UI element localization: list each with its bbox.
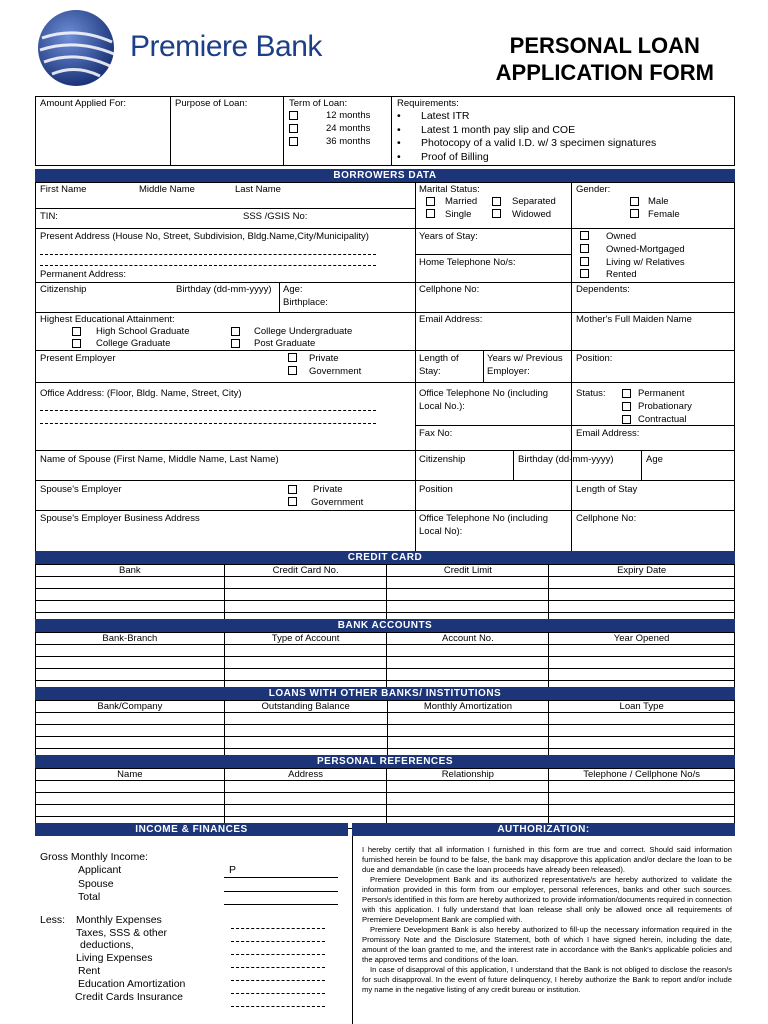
gender-label: Gender: <box>576 184 611 195</box>
bank-name: Premiere Bank <box>130 30 322 63</box>
term-12-checkbox[interactable] <box>289 111 298 120</box>
globe-icon <box>36 8 116 88</box>
male-checkbox[interactable] <box>630 197 639 206</box>
first-name-label: First Name <box>40 184 87 195</box>
rent-label: Rent <box>78 965 101 977</box>
education-label: Highest Educational Attainment: <box>40 314 175 325</box>
college-undergrad-checkbox[interactable] <box>231 327 240 336</box>
widowed-checkbox[interactable] <box>492 209 501 218</box>
permanent-address-label: Permanent Address: <box>40 269 127 280</box>
cellphone-label: Cellphone No: <box>419 284 480 295</box>
table-row[interactable] <box>36 589 735 601</box>
monthly-expenses-label: Monthly Expenses <box>76 914 162 926</box>
tin-label: TIN: <box>40 211 58 222</box>
mothers-name-label: Mother's Full Maiden Name <box>576 314 692 325</box>
spouse-position-label: Position <box>419 484 453 495</box>
dependents-label: Dependents: <box>576 284 630 295</box>
spouse-income-label: Spouse <box>78 878 114 890</box>
post-grad-checkbox[interactable] <box>231 339 240 348</box>
table-row[interactable] <box>36 725 735 737</box>
email-label: Email Address: <box>419 314 483 325</box>
years-of-stay-label: Years of Stay: <box>419 231 478 242</box>
list-item: • Proof of Billing <box>397 151 656 165</box>
bank-accounts-bar: BANK ACCOUNTS <box>35 619 735 632</box>
requirements-list <box>397 110 656 164</box>
table-row: Bank Credit Card No. Credit Limit Expiry Date <box>36 565 735 577</box>
hs-grad-checkbox[interactable] <box>72 327 81 336</box>
citizenship-label: Citizenship <box>40 284 87 295</box>
living-expenses-label: Living Expenses <box>76 952 153 964</box>
living-relatives-checkbox[interactable] <box>580 257 589 266</box>
taxes-label: Taxes, SSS & other <box>76 927 168 939</box>
length-of-stay-label: Length of <box>419 353 459 364</box>
contractual-checkbox[interactable] <box>622 415 631 424</box>
income-bar: INCOME & FINANCES <box>35 823 348 836</box>
education-amortization-label: Education Amortization <box>78 978 186 990</box>
table-row[interactable] <box>36 793 735 805</box>
college-grad-checkbox[interactable] <box>72 339 81 348</box>
table-row[interactable] <box>36 657 735 669</box>
peso-mark: P <box>229 864 237 876</box>
gross-income-label: Gross Monthly Income: <box>40 851 148 863</box>
bank-accounts-table <box>35 632 735 693</box>
credit-card-bar: CREDIT CARD <box>35 551 735 564</box>
single-checkbox[interactable] <box>426 209 435 218</box>
loans-bar: LOANS WITH OTHER BANKS/ INSTITUTIONS <box>35 687 735 700</box>
employer-government-checkbox[interactable] <box>288 366 297 375</box>
amount-applied-label: Amount Applied For: <box>40 98 127 109</box>
table-row[interactable] <box>36 577 735 589</box>
spouse-office-tel-label: Office Telephone No (including <box>419 513 549 524</box>
form-title: PERSONAL LOAN APPLICATION FORM <box>495 33 714 85</box>
position-label: Position: <box>576 353 613 364</box>
loans-table <box>35 700 735 761</box>
term-label: Term of Loan: <box>289 98 348 109</box>
rented-checkbox[interactable] <box>580 269 589 278</box>
office-tel-label: Office Telephone No (including <box>419 388 549 399</box>
spouse-government-checkbox[interactable] <box>288 497 297 506</box>
age-label: Age: <box>283 284 303 295</box>
spouse-name-label: Name of Spouse (First Name, Middle Name, Last Name) <box>40 454 279 465</box>
last-name-label: Last Name <box>235 184 281 195</box>
credit-cards-insurance-label: Credit Cards Insurance <box>75 991 183 1003</box>
marital-status-label: Marital Status: <box>419 184 480 195</box>
bank-logo <box>36 8 366 90</box>
owned-checkbox[interactable] <box>580 231 589 240</box>
employer-private-checkbox[interactable] <box>288 353 297 362</box>
birthday-label: Birthday (dd-mm-yyyy) <box>176 284 272 295</box>
separated-checkbox[interactable] <box>492 197 501 206</box>
female-checkbox[interactable] <box>630 209 639 218</box>
table-row: Bank-Branch Type of Account Account No. Year Opened <box>36 633 735 645</box>
sss-label: SSS /GSIS No: <box>243 211 308 222</box>
married-checkbox[interactable] <box>426 197 435 206</box>
spouse-length-of-stay-label: Length of Stay <box>576 484 638 495</box>
table-row[interactable] <box>36 645 735 657</box>
spouse-private-checkbox[interactable] <box>288 485 297 494</box>
spouse-birthday-label: Birthday (dd-mm-yyyy) <box>518 454 614 465</box>
table-row[interactable] <box>36 781 735 793</box>
table-row[interactable] <box>36 713 735 725</box>
table-row[interactable] <box>36 669 735 681</box>
status-label: Status: <box>576 388 606 399</box>
spouse-cellphone-label: Cellphone No: <box>576 513 637 524</box>
owned-mortgaged-checkbox[interactable] <box>580 244 589 253</box>
references-bar: PERSONAL REFERENCES <box>35 755 735 768</box>
list-item: • Latest ITR <box>397 110 656 124</box>
table-row[interactable] <box>36 805 735 817</box>
term-36-checkbox[interactable] <box>289 137 298 146</box>
office-email-label: Email Address: <box>576 428 640 439</box>
table-row: Bank/Company Outstanding Balance Monthly Amortization Loan Type <box>36 701 735 713</box>
authorization-bar: AUTHORIZATION: <box>352 823 735 836</box>
permanent-checkbox[interactable] <box>622 389 631 398</box>
authorization-text: I hereby certify that all information I furnished in this form are true and correct. Should said information furnished herein be found to be false, the bank may disapprove this application and/or declare the loan to be due and demandable (in case the loan proceeds have already been released). Premiere Development Bank and its authorized representative/s are hereby authorized to validate the information provided in this form from our employer, personal references, banks and other such sources. Person/s identified in this form are hereby authorized to provide information/documents required in connection with this application. I fully understand that loan release shall only be allowed once all requirements of Premiere Development Bank are complied with. Premiere Development Bank is also hereby authorized to fill-up the necessary information required in the Promissory Note and the Disclosure Statement, both of which I have signed herein, including the date, amount of the loan granted to me, and the interest rate in accordance with the Bank's applicable policies and the approved terms and conditions of the loan. In case of disapproval of this application, I understand that the Bank is not obliged to disclose the reason/s for such disapproval. In the event of future delinquency, I hereby authorize the Bank to report and/or include my name in the negative listing of any credit bureau or institution. <box>362 845 732 994</box>
spouse-age-label: Age <box>646 454 663 465</box>
present-employer-label: Present Employer <box>40 353 116 364</box>
list-item: • Photocopy of a valid I.D. w/ 3 specimen signatures <box>397 137 656 151</box>
fax-label: Fax No: <box>419 428 453 439</box>
applicant-label: Applicant <box>78 864 122 876</box>
probationary-checkbox[interactable] <box>622 402 631 411</box>
total-income-label: Total <box>78 891 101 903</box>
table-row: Name Address Relationship Telephone / Cellphone No/s <box>36 769 735 781</box>
spouse-employer-label: Spouse's Employer <box>40 484 122 495</box>
spouse-business-address-label: Spouse's Employer Business Address <box>40 513 200 524</box>
years-prev-employer-label: Years w/ Previous <box>487 353 563 364</box>
less-label: Less: <box>40 914 66 926</box>
requirements-label: Requirements: <box>397 98 459 109</box>
table-row[interactable] <box>36 737 735 749</box>
borrowers-data-bar: BORROWERS DATA <box>35 169 735 182</box>
spouse-citizenship-label: Citizenship <box>419 454 466 465</box>
purpose-label: Purpose of Loan: <box>175 98 248 109</box>
credit-card-table <box>35 564 735 625</box>
office-address-label: Office Address: (Floor, Bldg. Name, Street, City) <box>40 388 242 399</box>
home-telephone-label: Home Telephone No/s: <box>419 257 516 268</box>
birthplace-label: Birthplace: <box>283 297 328 308</box>
references-table <box>35 768 735 829</box>
list-item: • Latest 1 month pay slip and COE <box>397 124 656 138</box>
term-24-checkbox[interactable] <box>289 124 298 133</box>
middle-name-label: Middle Name <box>139 184 195 195</box>
table-row[interactable] <box>36 601 735 613</box>
present-address-label: Present Address (House No, Street, Subdivision, Bldg.Name,City/Municipality) <box>40 231 369 242</box>
